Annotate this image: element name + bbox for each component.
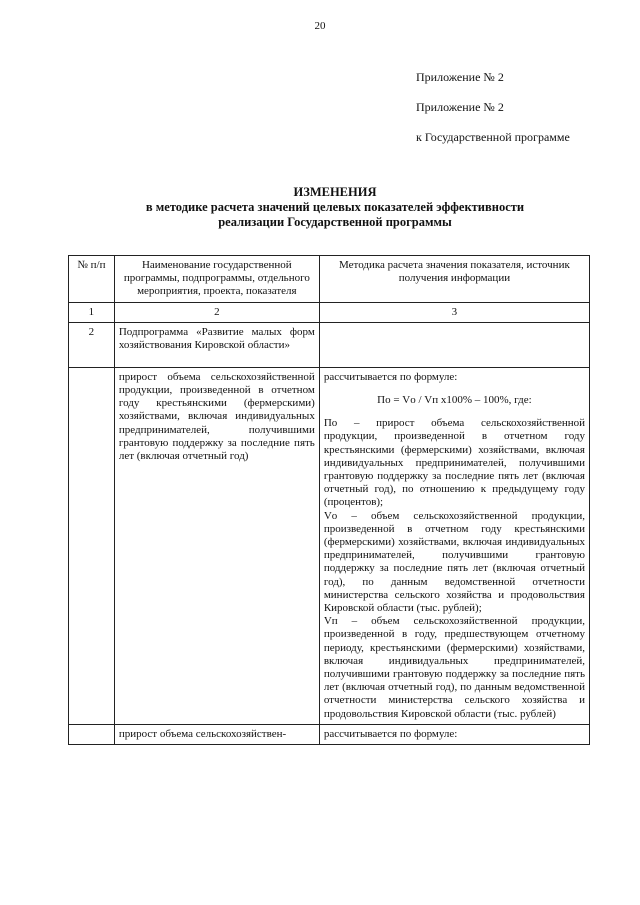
column-number-2: 2 xyxy=(114,302,319,322)
title-line-2: в методике расчета значений целевых показателей эффективности xyxy=(145,200,525,214)
indicator-method xyxy=(319,367,589,724)
table-row-indicator-2 xyxy=(69,724,590,744)
document-title xyxy=(80,185,590,230)
table-header-row xyxy=(69,256,590,303)
header-method: Методика расчета значения показателя, источник получения информации xyxy=(319,256,589,303)
column-number-1: 1 xyxy=(69,302,115,322)
title-line-3: реализации Государственной программы xyxy=(218,215,452,229)
indicator2-number xyxy=(69,724,115,744)
method-intro: рассчитывается по формуле: xyxy=(323,370,458,383)
definition-po: По – прирост объема сельскохозяйственной продукции, произведенной в отчетном году крестьянскими (фермерскими) хозяйствами, включая индивидуальных предпринимателей, получившими грантовую поддержку за последние пять лет (включая отчетный год), по отношению к предыдущему году (процентов); xyxy=(323,417,585,509)
appendix-line-2: Приложение № 2 xyxy=(416,100,504,114)
definition-vp: Vп – объем сельскохозяйственной продукции, произведенной в году, предшествующем отчетному периоду, крестьянскими (фермерскими) хозяйствами, включая индивидуальных предпринимателей, получившими грантовую поддержку за последние пять лет (включая отчетный год), по данным ведомственной отчетности министерства сельского хозяйства и продовольствия Кировской области (тыс. рублей) xyxy=(323,615,585,720)
appendix-line-3: к Государственной программе xyxy=(416,130,570,144)
column-number-3: 3 xyxy=(319,302,589,322)
header-number: № п/п xyxy=(69,256,115,303)
page-number: 20 xyxy=(314,20,326,32)
table-row-subprogram xyxy=(69,322,590,367)
indicator2-method: рассчитывается по формуле: xyxy=(319,724,589,744)
column-number-row xyxy=(69,302,590,322)
formula: По = Vо / Vп x100% – 100%, где: xyxy=(377,394,532,407)
methodology-table xyxy=(68,255,590,745)
definition-vo: Vо – объем сельскохозяйственной продукции, произведенной в отчетном году крестьянскими (фермерскими) хозяйствами, включая индивидуальных предпринимателей, получившими грантовую поддержку за последние пять лет (включая отчетный год), по данным ведомственной отчетности министерства сельского хозяйства и продовольствия Кировской области (тыс. рублей); xyxy=(323,509,585,615)
subprogram-method xyxy=(319,322,589,367)
table-row-indicator xyxy=(69,367,590,724)
title-line-1: ИЗМЕНЕНИЯ xyxy=(293,185,377,199)
indicator2-name: прирост объема сельскохозяйствен- xyxy=(114,724,319,744)
indicator-number xyxy=(69,367,115,724)
header-name: Наименование государственной программы, подпрограммы, отдельного мероприятия, проекта, показателя xyxy=(114,256,319,303)
indicator-name: прирост объема сельскохозяйственной продукции, произведенной в отчетном году крестьянскими (фермерскими) хозяйствами, включая индивидуальных предпринимателей, получившими грантовую поддержку за последние пять лет (включая отчетный год) xyxy=(114,367,319,724)
appendix-line-1: Приложение № 2 xyxy=(416,70,504,84)
subprogram-name: Подпрограмма «Развитие малых форм хозяйствования Кировской области» xyxy=(114,322,319,367)
row-number: 2 xyxy=(69,322,115,367)
